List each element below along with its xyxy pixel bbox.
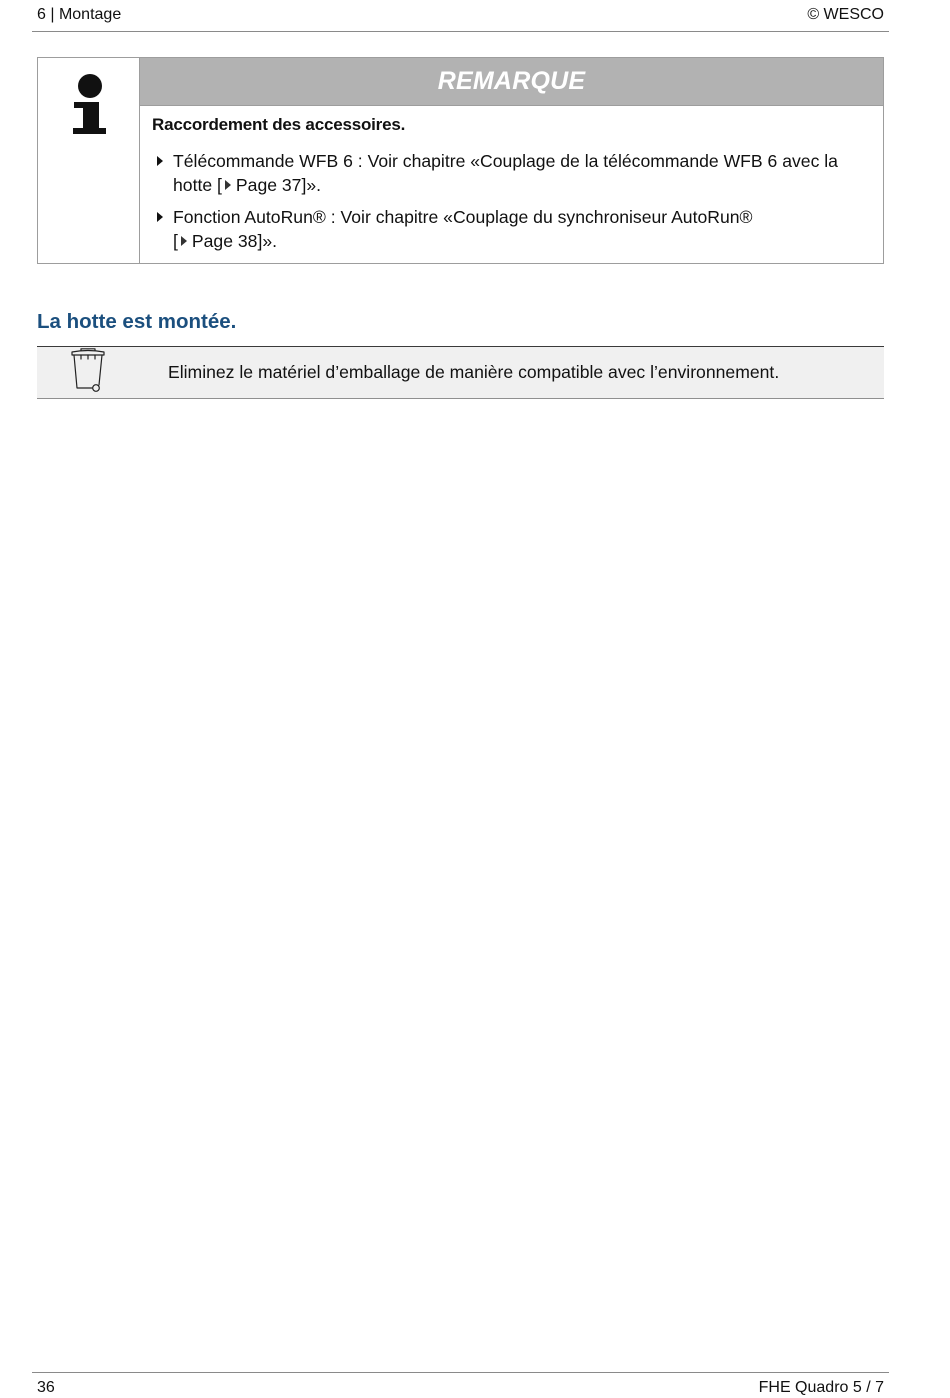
note-item-text: Fonction AutoRun® : Voir chapitre «Couplage du synchroniseur AutoRun®	[173, 207, 753, 227]
page-reference-arrow-icon	[181, 236, 187, 246]
section-heading: La hotte est montée.	[37, 310, 237, 333]
note-item-text-before-link: hotte [	[173, 175, 222, 195]
header-rule	[32, 31, 889, 32]
environment-note-text: Eliminez le matériel d’emballage de manière compatible avec l’environnement.	[168, 362, 780, 382]
header-section-label: 6 | Montage	[37, 6, 122, 23]
page-reference-link[interactable]: Page 38	[191, 231, 258, 251]
note-item-text-continued	[173, 229, 753, 253]
note-item-text-continued	[173, 173, 838, 197]
waste-bin-icon	[69, 348, 107, 392]
note-subtitle: Raccordement des accessoires.	[152, 115, 406, 134]
note-icon-cell	[38, 58, 140, 263]
footer-rule	[32, 1372, 889, 1373]
footer-product-name: FHE Quadro 5 / 7	[758, 1379, 884, 1396]
note-item-text: Télécommande WFB 6 : Voir chapitre «Couplage de la télécommande WFB 6 avec la	[173, 151, 838, 171]
bullet-triangle-icon	[157, 212, 163, 222]
info-icon	[69, 69, 111, 139]
note-item-text-after-link: ]».	[301, 175, 322, 195]
note-title: REMARQUE	[140, 58, 883, 106]
footer-page-number: 36	[37, 1379, 55, 1396]
note-item-text-before-link: [	[173, 231, 178, 251]
note-item-text-after-link: ]».	[257, 231, 278, 251]
page-reference-arrow-icon	[225, 180, 231, 190]
bullet-triangle-icon	[157, 156, 163, 166]
header-copyright: © WESCO	[807, 6, 884, 23]
page-reference-link[interactable]: Page 37	[235, 175, 302, 195]
